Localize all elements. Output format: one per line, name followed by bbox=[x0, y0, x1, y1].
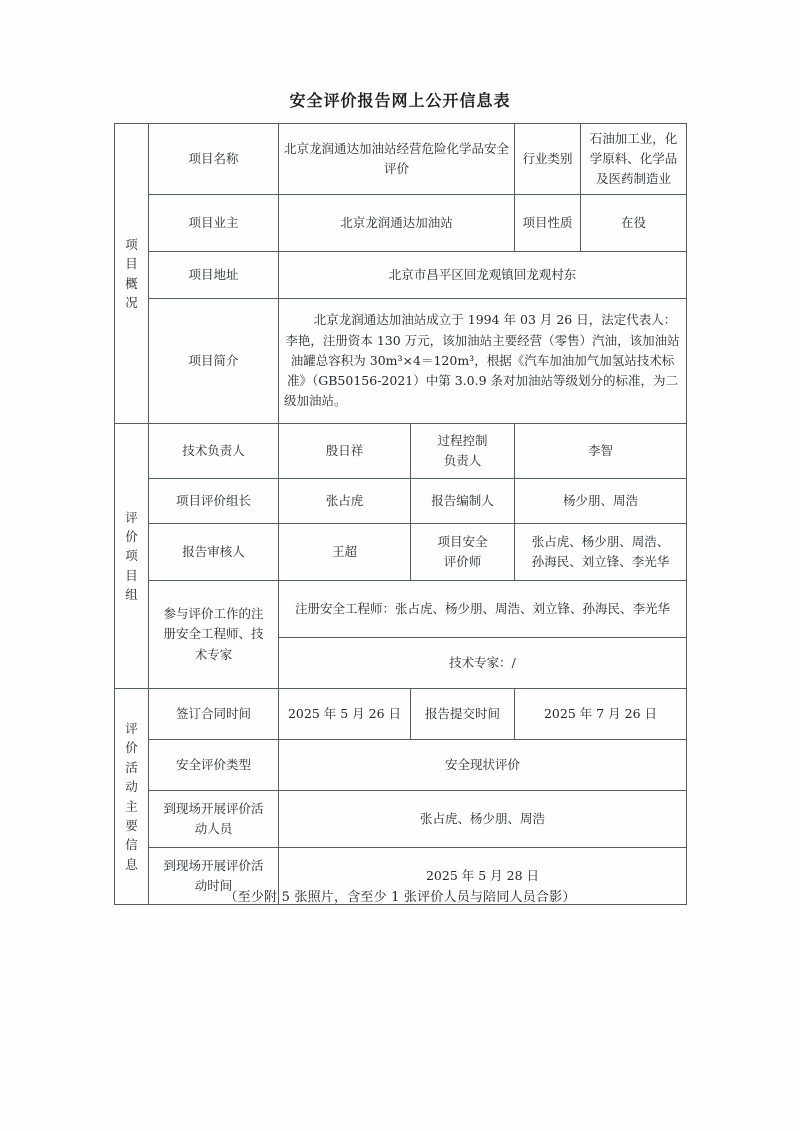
cell-reviewer-label: 报告审核人 bbox=[149, 524, 279, 581]
cell-participants-label bbox=[149, 581, 279, 689]
cell-project-address-value: 北京市昌平区回龙观镇回龙观村东 bbox=[279, 252, 687, 299]
section-label-team bbox=[115, 424, 149, 689]
photo-requirement-note: （至少附 5 张照片，含至少 1 张评价人员与陪同人员合影） bbox=[224, 890, 576, 905]
cell-reviewer-value: 王超 bbox=[279, 524, 411, 581]
cell-technical-lead-label: 技术负责人 bbox=[149, 424, 279, 479]
cell-report-submit-label: 报告提交时间 bbox=[411, 689, 515, 740]
cell-safety-assessor-label-line2: 评价师 bbox=[443, 554, 482, 569]
cell-safety-assessor-value-line2: 孙海民、刘立锋、李光华 bbox=[531, 554, 670, 569]
section-label-overview bbox=[115, 124, 149, 424]
cell-safety-assessor-label-line1: 项目安全 bbox=[437, 533, 488, 549]
public-information-table bbox=[114, 123, 687, 905]
cell-participants-label-line1: 参与评价工作的注 bbox=[163, 606, 264, 622]
cell-onsite-personnel-label-line2: 动人员 bbox=[194, 821, 233, 836]
cell-project-nature-label: 项目性质 bbox=[515, 195, 581, 252]
cell-industry-category-value: 石油加工业，化学原料、化学品及医药制造业 bbox=[581, 124, 687, 195]
cell-process-control-label bbox=[411, 424, 515, 479]
cell-report-submit-value: 2025 年 7 月 26 日 bbox=[515, 689, 687, 740]
cell-industry-category-label: 行业类别 bbox=[515, 124, 581, 195]
section-label-activity-text: 评价活动主要信息 bbox=[125, 721, 138, 872]
table-row-technical-lead bbox=[115, 424, 687, 479]
cell-team-leader-value: 张占虎 bbox=[279, 479, 411, 524]
cell-report-compiler-label: 报告编制人 bbox=[411, 479, 515, 524]
table-row-participants-engineers bbox=[115, 581, 687, 638]
cell-team-leader-label: 项目评价组长 bbox=[149, 479, 279, 524]
cell-process-control-value: 李智 bbox=[515, 424, 687, 479]
cell-safety-assessor-label bbox=[411, 524, 515, 581]
cell-onsite-personnel-label bbox=[149, 791, 279, 848]
cell-project-name-value: 北京龙润通达加油站经营危险化学品安全评价 bbox=[279, 124, 515, 195]
table-row-team-leader bbox=[115, 479, 687, 524]
table-row-project-address bbox=[115, 252, 687, 299]
cell-project-address-label: 项目地址 bbox=[149, 252, 279, 299]
cell-project-name-label: 项目名称 bbox=[149, 124, 279, 195]
cell-contract-date-label: 签订合同时间 bbox=[149, 689, 279, 740]
section-label-activity bbox=[115, 689, 149, 905]
cell-onsite-personnel-label-line1: 到现场开展评价活 bbox=[163, 800, 264, 816]
table-row-evaluation-type bbox=[115, 740, 687, 791]
cell-project-owner-label: 项目业主 bbox=[149, 195, 279, 252]
cell-project-owner-value: 北京龙润通达加油站 bbox=[279, 195, 515, 252]
cell-registered-engineers-value: 注册安全工程师：张占虎、杨少朋、周浩、刘立锋、孙海民、李光华 bbox=[279, 581, 687, 638]
cell-technical-lead-value: 殷日祥 bbox=[279, 424, 411, 479]
cell-onsite-date-label-line2: 动时间 bbox=[194, 878, 233, 893]
cell-onsite-personnel-value: 张占虎、杨少朋、周浩 bbox=[279, 791, 687, 848]
table-row-project-owner bbox=[115, 195, 687, 252]
cell-participants-label-line3: 术专家 bbox=[194, 646, 233, 662]
cell-safety-assessor-value-line1: 张占虎、杨少朋、周浩、 bbox=[531, 533, 670, 549]
cell-evaluation-type-value: 安全现状评价 bbox=[279, 740, 687, 791]
cell-technical-experts-value: 技术专家：/ bbox=[279, 638, 687, 689]
cell-project-nature-value: 在役 bbox=[581, 195, 687, 252]
table-row-project-name bbox=[115, 124, 687, 195]
cell-onsite-date-value: 2025 年 5 月 28 日 bbox=[279, 848, 687, 905]
table-row-reviewer bbox=[115, 524, 687, 581]
cell-contract-date-value: 2025 年 5 月 26 日 bbox=[279, 689, 411, 740]
section-label-overview-text: 项目概况 bbox=[125, 236, 138, 310]
cell-process-control-label-line1: 过程控制 bbox=[437, 432, 488, 448]
cell-onsite-date-label-line1: 到现场开展评价活 bbox=[163, 857, 264, 873]
table-row-contract-date bbox=[115, 689, 687, 740]
cell-safety-assessor-value bbox=[515, 524, 687, 581]
cell-project-brief-label: 项目简介 bbox=[149, 299, 279, 424]
section-label-team-text: 评价项目组 bbox=[125, 509, 138, 603]
cell-process-control-label-line2: 负责人 bbox=[443, 453, 482, 468]
cell-participants-label-line2: 册安全工程师、技 bbox=[163, 626, 264, 642]
page-title: 安全评价报告网上公开信息表 bbox=[289, 91, 511, 110]
cell-project-brief-value: 北京龙润通达加油站成立于 1994 年 03 月 26 日，法定代表人：李艳，注册资本 130 万元，该加油站主要经营（零售）汽油，该加油站油罐总容积为 30m³×4＝120m³，根据《汽车加油加气加氢站技术标准》（GB50156-2021）中第 3.0.9 条对加油站等级划分的标准，为二级加油站。 bbox=[279, 299, 687, 424]
table-row-project-brief bbox=[115, 299, 687, 424]
cell-report-compiler-value: 杨少朋、周浩 bbox=[515, 479, 687, 524]
table-row-onsite-personnel bbox=[115, 791, 687, 848]
cell-evaluation-type-label: 安全评价类型 bbox=[149, 740, 279, 791]
